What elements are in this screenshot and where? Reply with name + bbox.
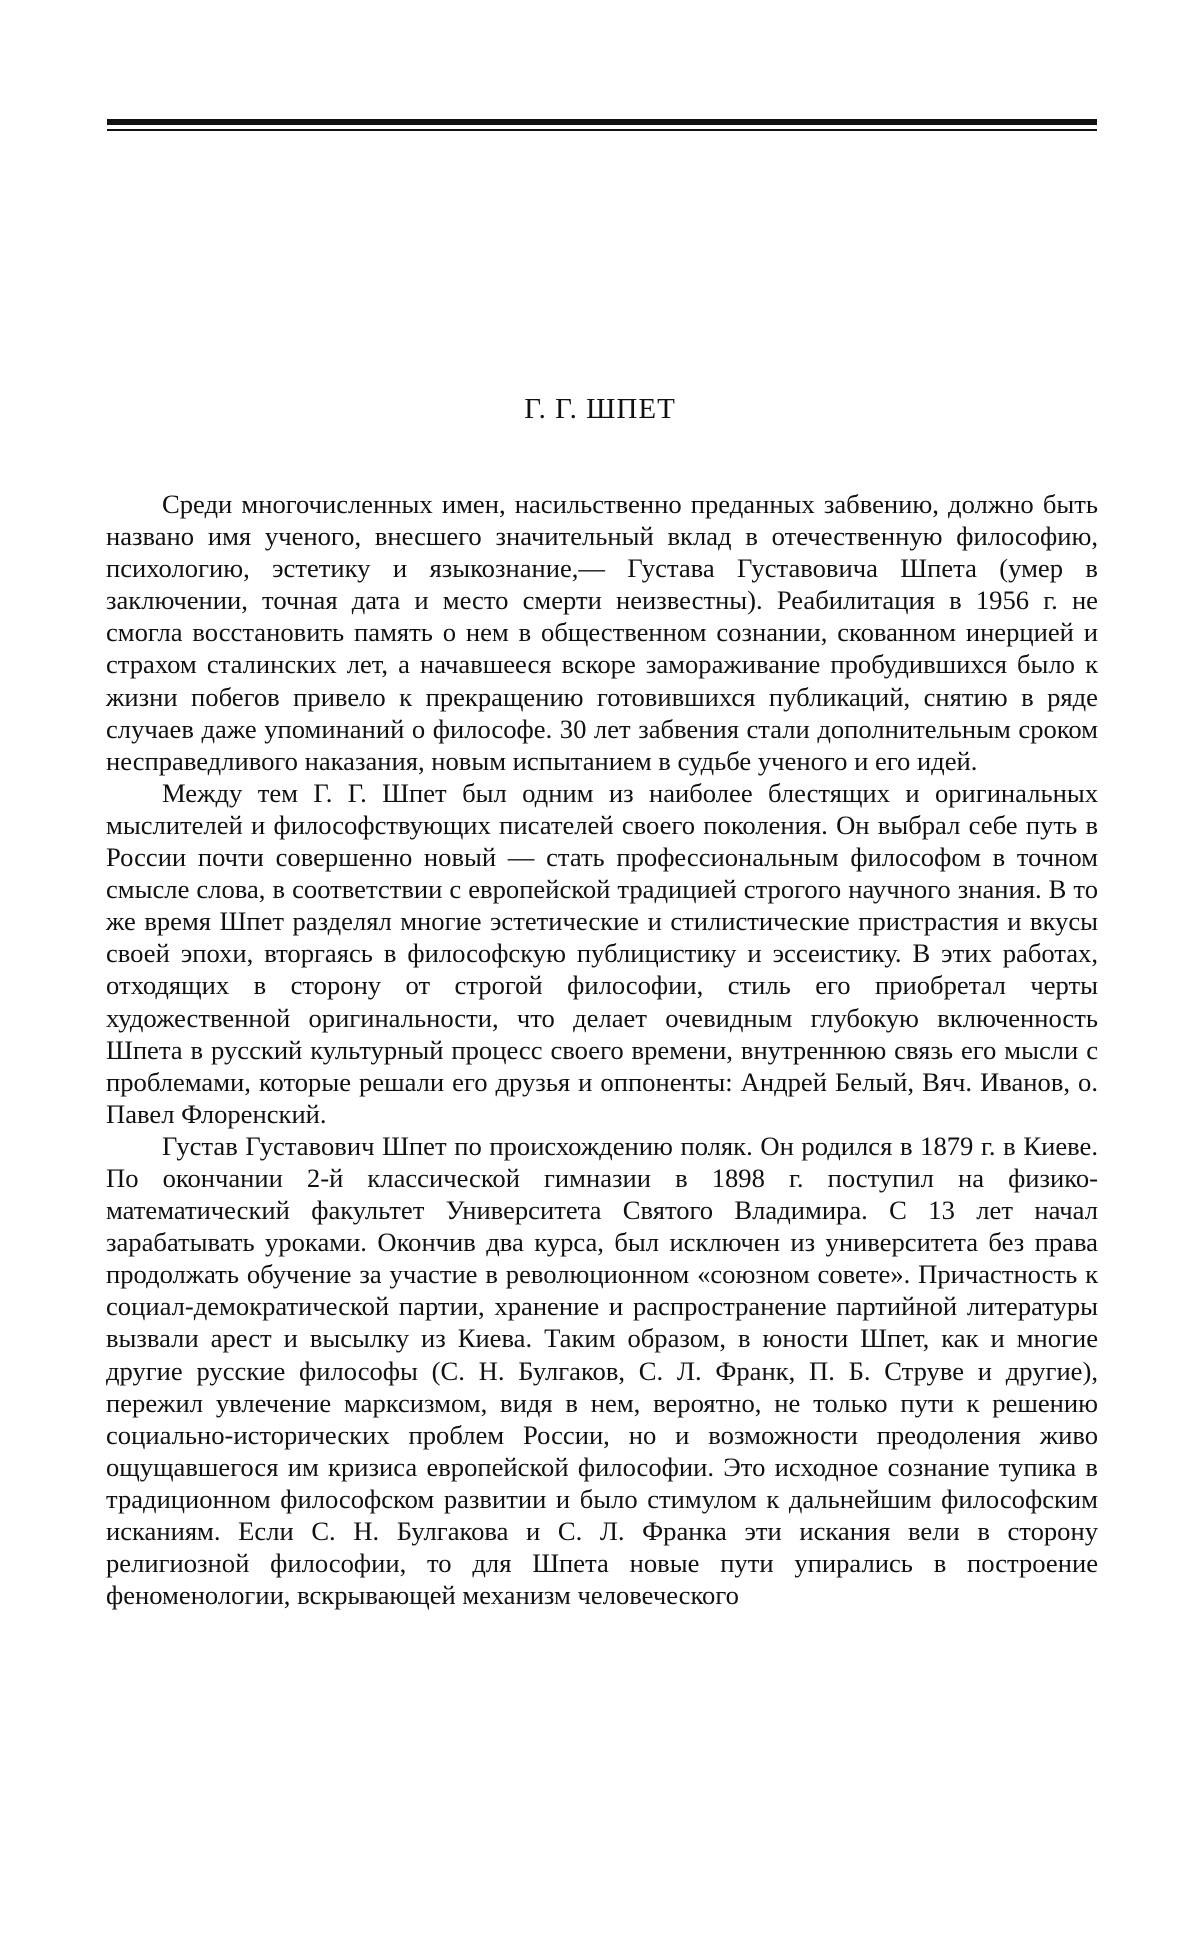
- paragraph-3: Густав Густавович Шпет по происхождению поляк. Он родился в 1879 г. в Киеве. По окончании 2-й классической гимназии в 1898 г. поступил на физико-математический факультет Университета Святого Владимира. С 13 лет начал зарабатывать уроками. Окончив два курса, был исключен из университета без права продолжать обучение за участие в революционном «союзном совете». Причастность к социал-демократической партии, хранение и распространение партийной литературы вызвали арест и высылку из Киева. Таким образом, в юности Шпет, как и многие другие русские философы (С. Н. Булгаков, С. Л. Франк, П. Б. Струве и другие), пережил увлечение марксизмом, видя в нем, вероятно, не только пути к решению социально-исторических проблем России, но и возможности преодоления живо ощущавшегося им кризиса европейской философии. Это исходное сознание тупика в традиционном философском развитии и было стимулом к дальнейшим философским исканиям. Если С. Н. Булгакова и С. Л. Франка эти искания вели в сторону религиозной философии, то для Шпета новые пути упирались в построение феноменологии, вскрывающей механизм человеческого: [106, 1130, 1098, 1611]
- paragraph-1: Среди многочисленных имен, насильственно преданных забвению, должно быть названо имя ученого, внесшего значительный вклад в отечественную философию, психологию, эстетику и языкознание,— Густава Густавовича Шпета (умер в заключении, точная дата и место смерти неизвестны). Реабилитация в 1956 г. не смогла восстановить память о нем в общественном сознании, скованном инерцией и страхом сталинских лет, а начавшееся вскоре замораживание пробудившихся было к жизни побегов привело к прекращению готовившихся публикаций, снятию в ряде случаев даже упоминаний о философе. 30 лет забвения стали дополнительным сроком несправедливого наказания, новым испытанием в судьбе ученого и его идей.: [106, 489, 1098, 776]
- header-rule-thick: [107, 119, 1097, 125]
- paragraph-2: Между тем Г. Г. Шпет был одним из наиболее блестящих и оригинальных мыслителей и философствующих писателей своего поколения. Он выбрал себе путь в России почти совершенно новый — стать профессиональным философом в точном смысле слова, в соответствии с европейской традицией строгого научного знания. В то же время Шпет разделял многие эстетические и стилистические пристрастия и вкусы своей эпохи, вторгаясь в философскую публицистику и эссеистику. В этих работах, отходящих в сторону от строгой философии, стиль его приобретал черты художественной оригинальности, что делает очевидным глубокую включенность Шпета в русский культурный процесс своего времени, внутреннюю связь его мысли с проблемами, которые решали его друзья и оппоненты: Андрей Белый, Вяч. Иванов, о. Павел Флоренский.: [106, 777, 1098, 1129]
- body-text: [106, 488, 1098, 1611]
- chapter-title: Г. Г. ШПЕТ: [524, 393, 676, 425]
- header-rule-thin: [107, 129, 1097, 131]
